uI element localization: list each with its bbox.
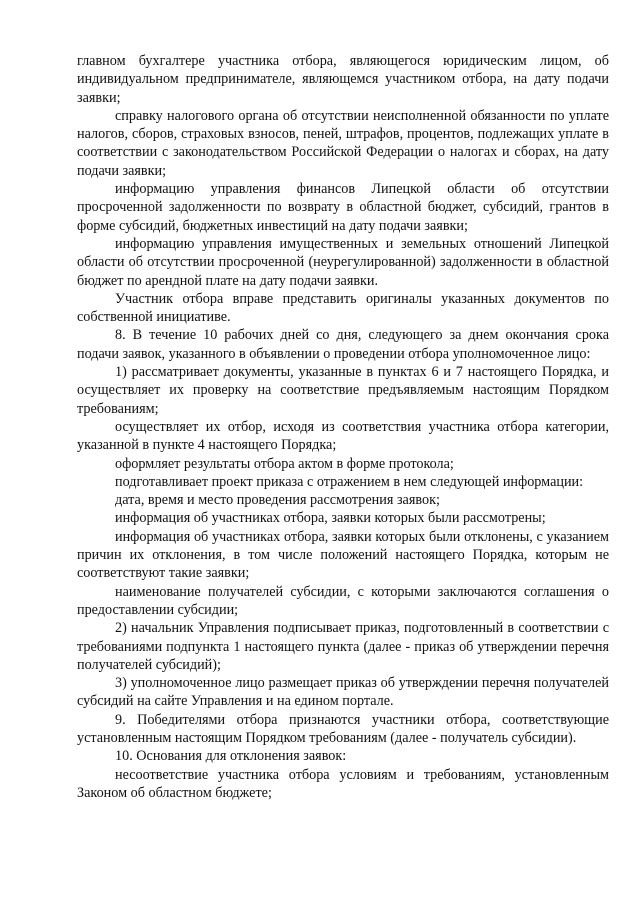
paragraph-selection: осуществляет их отбор, исходя из соответствия участника отбора категории, указанной в пункте 4 настоящего Порядка; [77, 418, 609, 454]
paragraph-item-8-1: 1) рассматривает документы, указанные в пунктах 6 и 7 настоящего Порядка, и осуществляет их проверку на соответствие предъявляемым настоящим Порядком требованиям; [77, 364, 609, 417]
paragraph-date-time: дата, время и место проведения рассмотрения заявок; [115, 492, 440, 509]
paragraph-property-info: информацию управления имущественных и земельных отношений Липецкой области об отсутствии просроченной (неурегулированной) задолженности в областной бюджет по арендной плате на дату подачи заявки. [77, 235, 609, 289]
paragraph-draft-order: подготавливает проект приказа с отражением в нем следующей информации: [115, 473, 584, 490]
paragraph-item-8: 8. В течение 10 рабочих дней со дня, следующего за днем окончания срока подачи заявок, указанного в объявлении о проведении отбора уполномоченное лицо: [77, 327, 609, 362]
paragraph-item-9: 9. Победителями отбора признаются участники отбора, соответствующие установленным настоящим Порядком требованиям (далее - получатель субсидии). [77, 711, 609, 746]
paragraph-rejected: информация об участниках отбора, заявки которых были отклонены, с указанием причин их отклонения, в том числе положений настоящего Порядка, которым не соответствуют такие заявки; [77, 528, 609, 582]
paragraph-originals: Участник отбора вправе представить оригиналы указанных документов по собственной инициативе. [77, 290, 609, 326]
paragraph-noncompliance: несоответствие участника отбора условиям и требованиям, установленным Законом об областном бюджете; [77, 766, 609, 801]
paragraph-item-8-3: 3) уполномоченное лицо размещает приказ об утверждении перечня получателей субсидий на сайте Управления и на едином портале. [77, 675, 609, 710]
paragraph-recipients: наименование получателей субсидии, с которыми заключаются соглашения о предоставлении субсидии; [77, 583, 609, 618]
paragraph-protocol: оформляет результаты отбора актом в форме протокола; [115, 455, 454, 472]
paragraph-reviewed: информация об участниках отбора, заявки которых были рассмотрены; [115, 510, 546, 527]
paragraph-continuation: главном бухгалтере участника отбора, являющегося юридическим лицом, об индивидуальном предпринимателе, являющемся участником отбора, на дату подачи заявки; [77, 53, 609, 106]
paragraph-finance-info: информацию управления финансов Липецкой области об отсутствии просроченной задолженности по возврату в областной бюджет, субсидий, грантов в форме субсидий, бюджетных инвестиций на дату подачи заявки; [77, 181, 609, 234]
paragraph-tax-certificate: справку налогового органа об отсутствии неисполненной обязанности по уплате налогов, сборов, страховых взносов, пеней, штрафов, процентов, подлежащих уплате в соответствии с законодательством Российской Федерации о налогах и сборах, на дату подачи заявки; [77, 107, 609, 179]
document-page [77, 52, 609, 802]
paragraph-item-8-2: 2) начальник Управления подписывает приказ, подготовленный в соответствии с требованиями подпункта 1 настоящего пункта (далее - приказ об утверждении перечня получателей субсидий); [77, 620, 609, 673]
paragraph-item-10: 10. Основания для отклонения заявок: [115, 748, 347, 765]
